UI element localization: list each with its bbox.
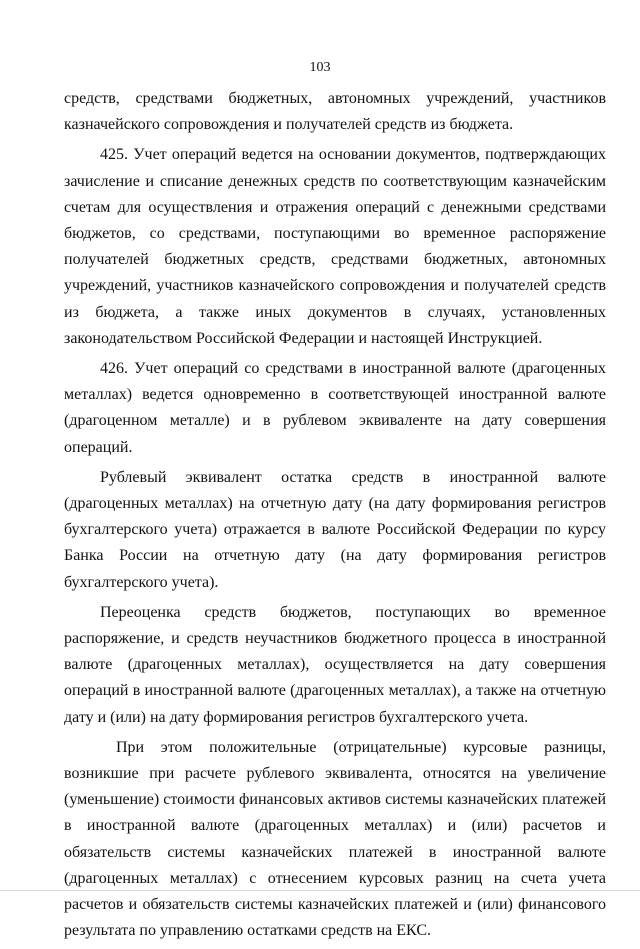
paragraph-ruble-equivalent: Рублевый эквивалент остатка средств в иностранной валюте (драгоценных металлах) на отчетную дату (на дату формирования регистров бухгалтерского учета) отражается в валюте Российской Федерации по курсу Банка России на отчетную дату (на дату формирования регистров бухгалтерского учета).: [64, 468, 606, 591]
paragraph-revaluation: Переоценка средств бюджетов, поступающих во временное распоряжение, и средств неучастников бюджетного процесса в иностранной валюте (драгоценных металлах), осуществляется на дату совершения операций в иностранной валюте (драгоценных металлах), а также на отчетную дату и (или) на дату формирования регистров бухгалтерского учета.: [64, 603, 606, 726]
paragraph-continuation: средств, средствами бюджетных, автономных учреждений, участников казначейского сопровождения и получателей средств из бюджета.: [64, 90, 606, 134]
paragraph-425: 425. Учет операций ведется на основании документов, подтверждающих зачисление и списание денежных средств по соответствующим казначейским счетам для осуществления и отражения операций с денежными средствами бюджетов, со средствами, поступающими во временное распоряжение получателей бюджетных средств, средствами бюджетных, автономных учреждений, участников казначейского сопровождения и получателей средств из бюджета, а также иных документов в случаях, установленных законодательством Российской Федерации и настоящей Инструкцией.: [64, 146, 606, 347]
paragraph-426: 426. Учет операций со средствами в иностранной валюте (драгоценных металлах) ведется одновременно в соответствующей иностранной валюте (драгоценном металле) и в рублевом эквиваленте на дату совершения операций.: [64, 360, 606, 456]
scan-edge-line: [0, 890, 640, 891]
document-body: [64, 86, 606, 949]
page-number: 103: [309, 60, 331, 75]
paragraph-exchange-differences: При этом положительные (отрицательные) курсовые разницы, возникшие при расчете рублевого эквивалента, относятся на увеличение (уменьшение) стоимости финансовых активов системы казначейских платежей в иностранной валюте (драгоценных металлах) и (или) расчетов и обязательств системы казначейских платежей в иностранной валюте (драгоценных металлах) с отнесением курсовых разниц на счета учета расчетов и обязательств системы казначейских платежей и (или) финансового результата по управлению остатками средств на ЕКС.: [64, 738, 606, 940]
